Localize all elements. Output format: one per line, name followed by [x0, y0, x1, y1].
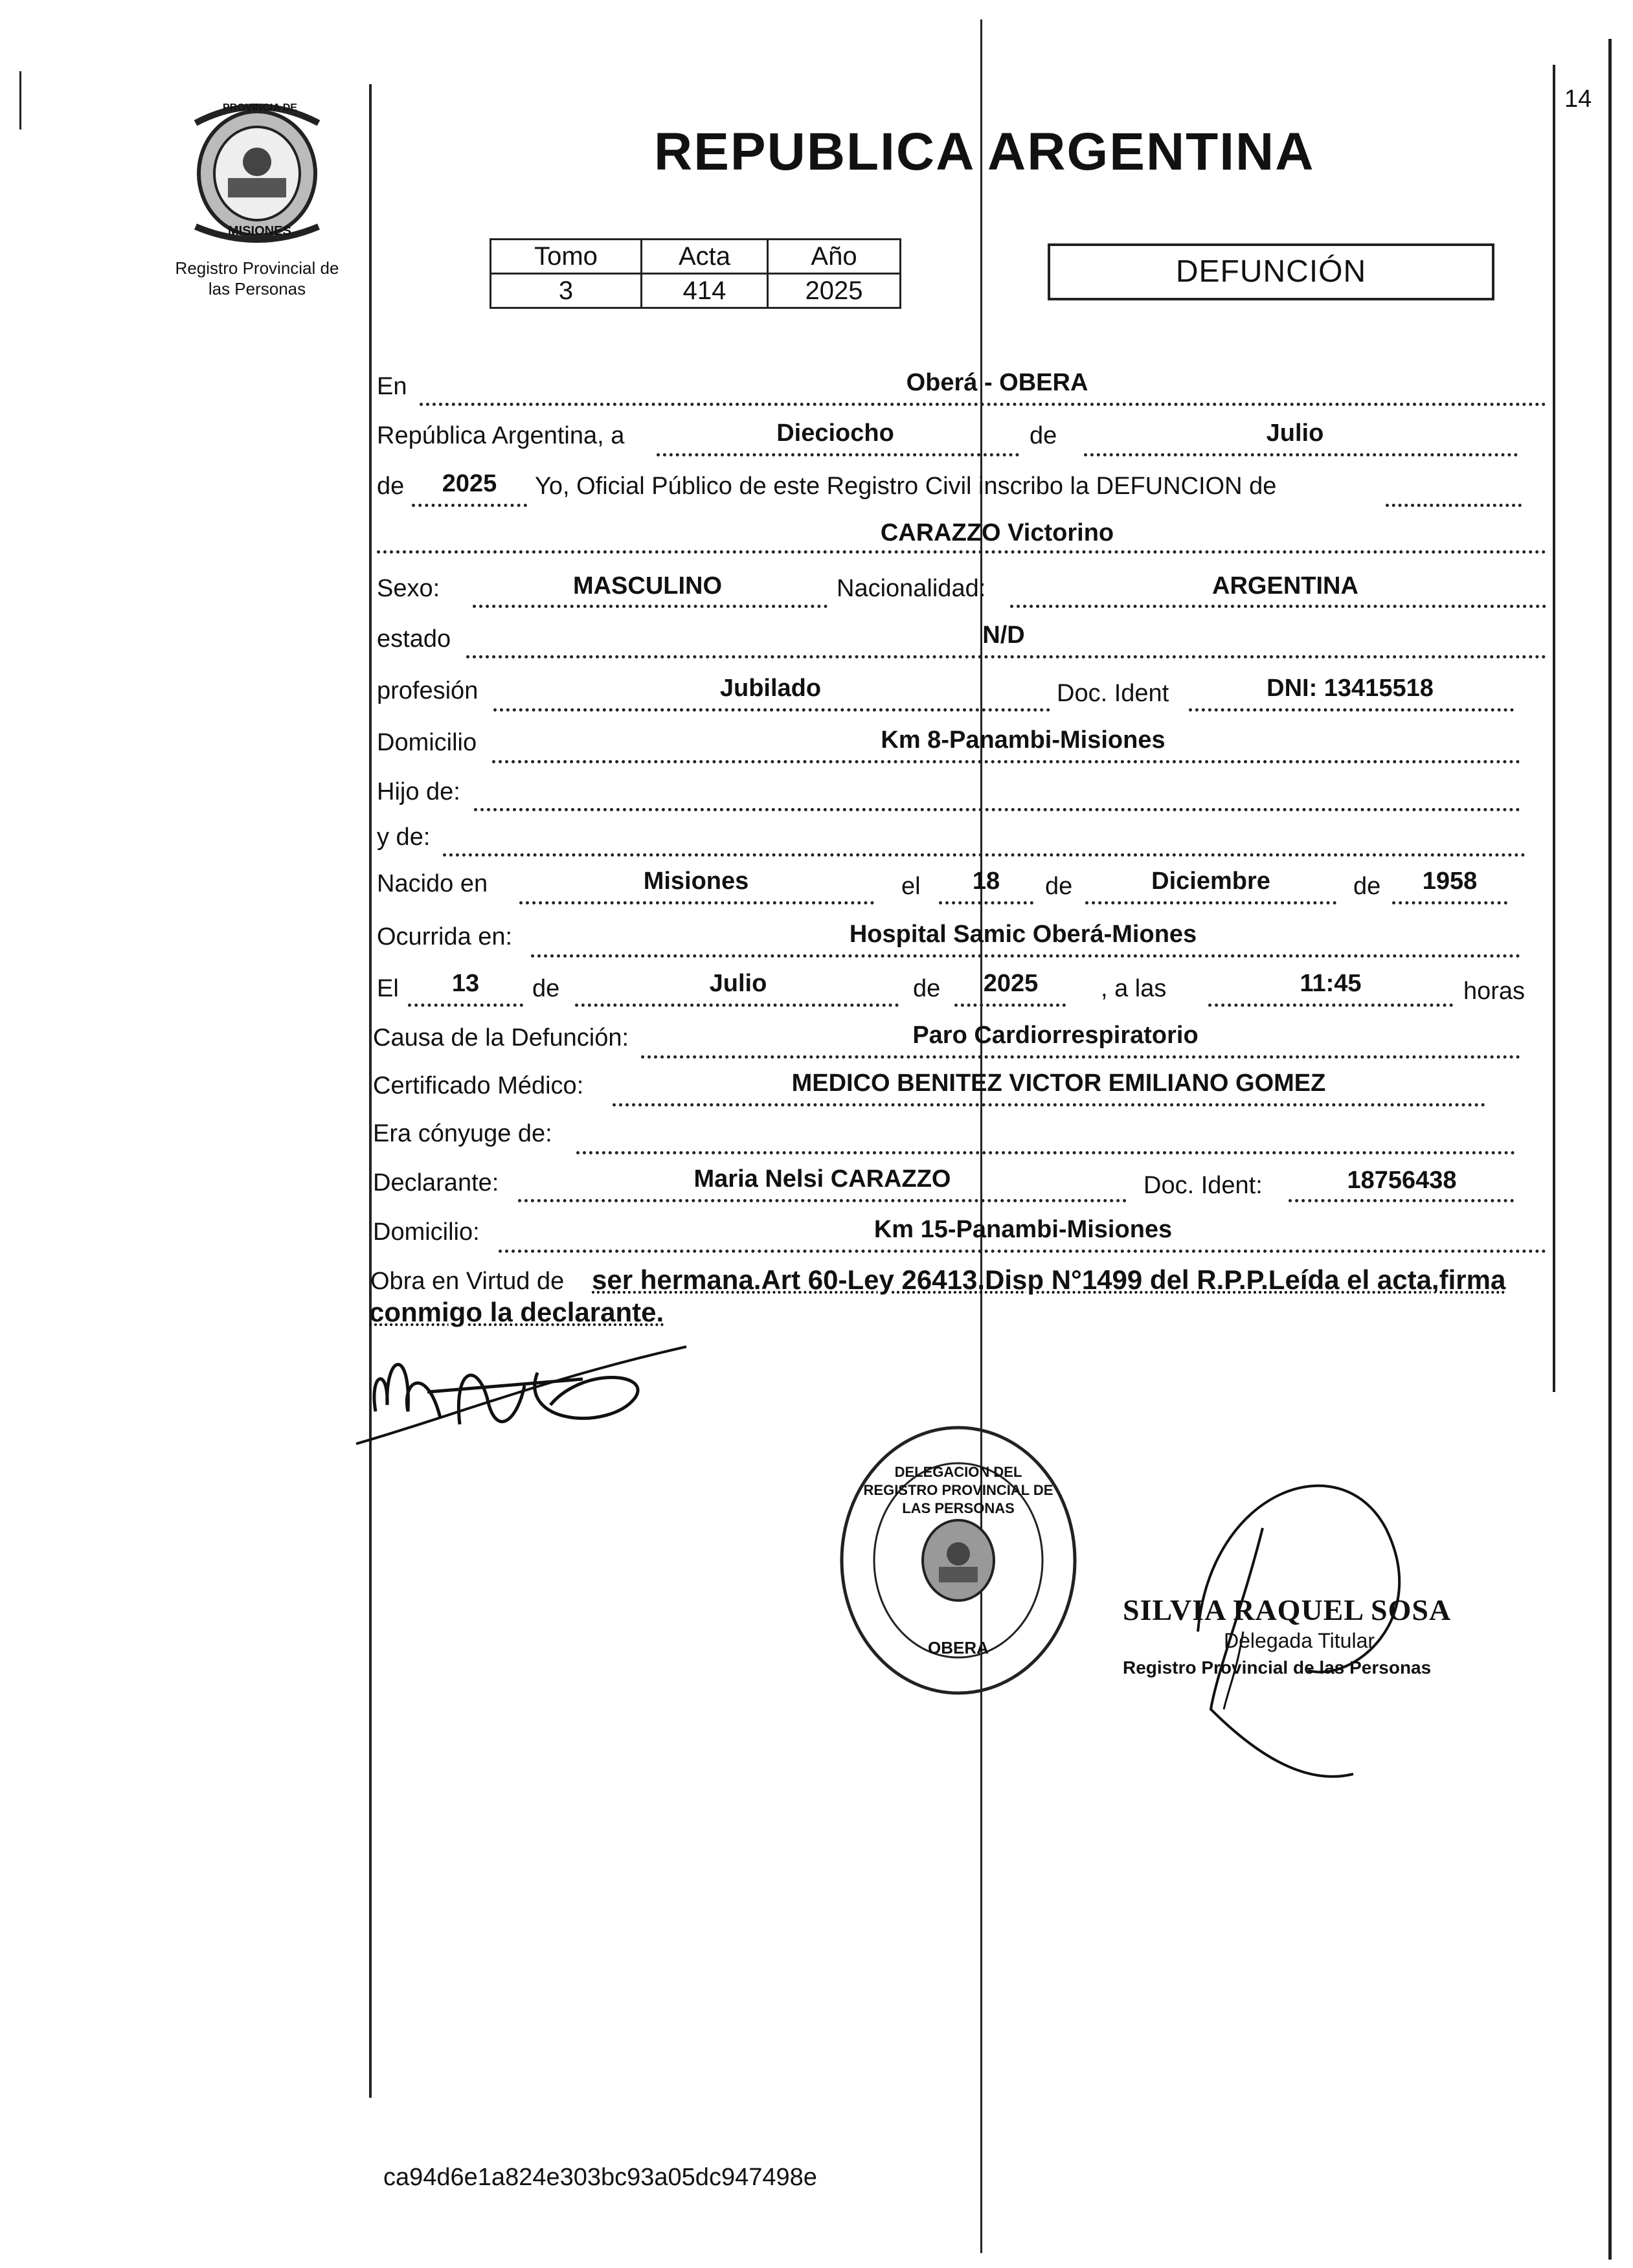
label-de-2: de	[377, 473, 405, 500]
label-certificado: Certificado Médico:	[373, 1072, 584, 1099]
value-def-dia: 13	[451, 970, 480, 997]
page-number: 14	[1564, 85, 1592, 113]
document-hash: ca94d6e1a824e303bc93a05dc947498e	[383, 2164, 817, 2191]
dots-ocurrida-en	[531, 954, 1520, 958]
center-fold-line	[980, 19, 982, 2253]
dots-sexo	[473, 605, 828, 608]
value-declarante-doc: 18756438	[1347, 1167, 1457, 1194]
label-horas: horas	[1463, 978, 1526, 1005]
value-declarante-domicilio: Km 15-Panambi-Misiones	[873, 1216, 1173, 1243]
value-anio: 2025	[442, 470, 497, 497]
registry-label-line1: Registro Provincial de	[175, 258, 339, 278]
value-nac-anio: 1958	[1422, 868, 1478, 895]
label-de-5: de	[532, 975, 560, 1002]
registry-label	[144, 258, 370, 299]
declarant-signature	[350, 1327, 699, 1457]
label-hijo-de: Hijo de:	[377, 778, 460, 805]
value-tomo: 3	[491, 274, 642, 308]
label-doc-ident-colon: Doc. Ident:	[1143, 1172, 1263, 1199]
header-anio: Año	[768, 240, 901, 274]
value-dia-letras: Dieciocho	[776, 420, 894, 447]
value-certificado: MEDICO BENITEZ VICTOR EMILIANO GOMEZ	[791, 1070, 1326, 1097]
label-obra-en-virtud: Obra en Virtud de	[370, 1268, 565, 1295]
label-ocurrida-en: Ocurrida en:	[377, 923, 513, 950]
value-obra-line1: ser hermana.Art 60-Ley 26413.Disp N°1499 del R.P.P.Leída el acta,firma	[592, 1264, 1506, 1295]
header-acta: Acta	[642, 240, 768, 274]
label-en: En	[377, 373, 407, 400]
dots-nacionalidad	[1010, 605, 1546, 608]
dots-def-mes	[575, 1004, 899, 1007]
label-causa: Causa de la Defunción:	[373, 1024, 629, 1051]
label-republica: República Argentina, a	[377, 422, 625, 449]
stamp-city: OBERA	[928, 1638, 989, 1657]
value-fallecido: CARAZZO Victorino	[880, 519, 1114, 546]
right-edge-line	[1608, 39, 1612, 2260]
label-profesion: profesión	[377, 677, 479, 704]
label-estado: estado	[377, 625, 451, 653]
dots-mes	[1084, 453, 1518, 456]
header-tomo: Tomo	[491, 240, 642, 274]
value-nac-mes: Diciembre	[1151, 868, 1270, 895]
dots-hijo-de	[474, 808, 1520, 811]
value-acta: 414	[642, 274, 768, 308]
value-domicilio: Km 8-Panambi-Misiones	[881, 726, 1166, 754]
dots-def-anio	[954, 1004, 1066, 1007]
label-inscribo: Yo, Oficial Público de este Registro Civil inscribo la DEFUNCION de	[535, 473, 1277, 500]
official-name: SILVIA RAQUEL SOSA	[1123, 1593, 1452, 1626]
dots-lugar	[420, 403, 1546, 406]
value-nacionalidad: ARGENTINA	[1212, 572, 1358, 600]
value-mes: Julio	[1266, 420, 1324, 447]
dots-def-dia	[408, 1004, 523, 1007]
dots-domicilio	[492, 760, 1520, 763]
value-nacido-en: Misiones	[643, 868, 749, 895]
value-def-anio: 2025	[983, 970, 1039, 997]
dots-causa	[641, 1055, 1520, 1059]
left-margin-line	[369, 84, 372, 2098]
label-a-las: , a las	[1101, 975, 1167, 1002]
dots-def-hora	[1208, 1004, 1453, 1007]
dots-dia	[657, 453, 1019, 456]
dots-inscribo-end	[1386, 504, 1522, 507]
label-sexo: Sexo:	[377, 575, 440, 602]
dots-anio	[412, 504, 527, 507]
dots-nacido-en	[519, 901, 874, 904]
official-role: Delegada Titular	[1224, 1629, 1375, 1652]
value-nac-dia: 18	[972, 868, 1000, 895]
label-el: el	[901, 873, 921, 900]
label-el-cap: El	[377, 975, 399, 1002]
record-table	[490, 238, 901, 309]
dots-y-de	[443, 853, 1526, 857]
label-nacionalidad: Nacionalidad:	[837, 575, 986, 602]
value-profesion: Jubilado	[719, 675, 822, 702]
dots-declarante-domicilio	[499, 1250, 1546, 1253]
label-conyuge: Era cónyuge de:	[373, 1120, 552, 1147]
far-left-mark	[19, 71, 21, 129]
label-de-4: de	[1353, 873, 1381, 900]
page-title: REPUBLICA ARGENTINA	[654, 122, 1315, 181]
stamp-text: DELEGACION DEL REGISTRO PROVINCIAL DE LAS PERSONAS	[863, 1464, 1053, 1516]
value-sexo: MASCULINO	[572, 572, 723, 600]
official-stamp	[835, 1424, 1081, 1696]
dots-declarante-doc	[1289, 1199, 1514, 1202]
label-declarante: Declarante:	[373, 1169, 499, 1196]
value-lugar: Oberá - OBERA	[906, 369, 1088, 396]
label-de-6: de	[913, 975, 941, 1002]
official-office: Registro Provincial de las Personas	[1123, 1657, 1432, 1678]
label-nacido-en: Nacido en	[377, 870, 488, 897]
dots-declarante	[518, 1199, 1127, 1202]
value-obra-line2: conmigo la declarante.	[369, 1297, 664, 1327]
dots-nac-mes	[1085, 901, 1336, 904]
value-estado: N/D	[982, 622, 1025, 649]
right-margin-line	[1553, 65, 1555, 1392]
dots-documento	[1189, 708, 1514, 712]
label-doc-ident: Doc. Ident	[1057, 680, 1169, 707]
provincial-emblem	[183, 97, 332, 246]
dots-profesion	[493, 708, 1050, 712]
registry-label-line2: las Personas	[208, 279, 306, 298]
value-documento: DNI: 13415518	[1267, 675, 1434, 702]
label-de-1: de	[1030, 422, 1057, 449]
label-domicilio-colon: Domicilio:	[373, 1218, 480, 1246]
label-domicilio: Domicilio	[377, 729, 477, 756]
dots-conyuge	[576, 1151, 1515, 1154]
label-y-de: y de:	[377, 824, 431, 851]
value-causa: Paro Cardiorrespiratorio	[912, 1022, 1199, 1049]
value-def-hora: 11:45	[1300, 970, 1362, 997]
label-de-3: de	[1045, 873, 1073, 900]
value-declarante: Maria Nelsi CARAZZO	[693, 1165, 951, 1193]
emblem-text-bottom: MISIONES	[228, 224, 291, 238]
dots-nac-anio	[1392, 901, 1507, 904]
value-def-mes: Julio	[709, 970, 767, 997]
value-ocurrida-en: Hospital Samic Oberá-Miones	[849, 921, 1197, 948]
dots-estado	[466, 655, 1546, 658]
dots-nac-dia	[939, 901, 1033, 904]
dots-certificado	[613, 1103, 1485, 1106]
dots-fallecido	[377, 550, 1546, 554]
record-type-box: DEFUNCIÓN	[1048, 243, 1494, 300]
value-anio: 2025	[768, 274, 901, 308]
emblem-text-top: PROVINCIA DE	[223, 102, 297, 113]
